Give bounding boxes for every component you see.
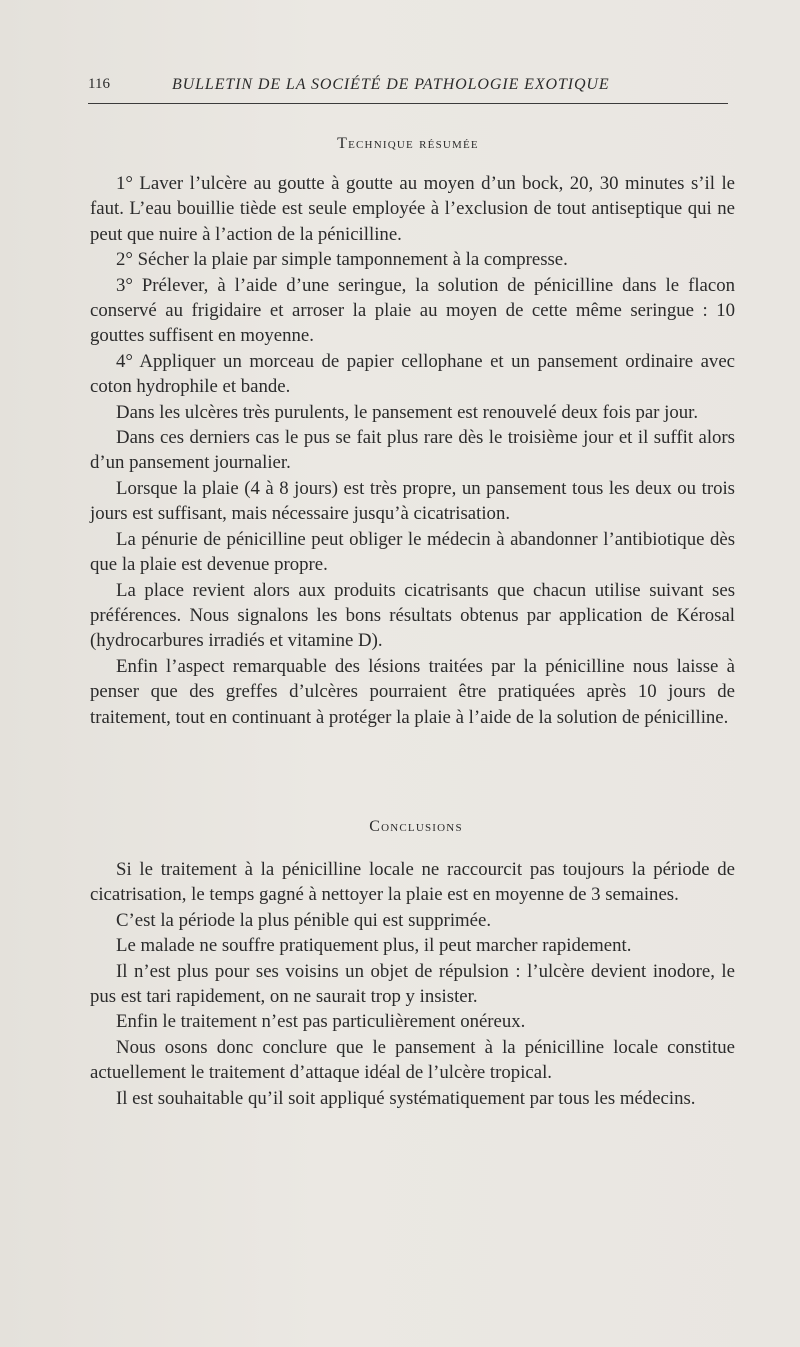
section-heading-technique: Technique résumée <box>337 135 479 152</box>
paragraph: 4° Appliquer un morceau de papier cellophane et un pansement ordinaire avec coton hydrophile et bande. <box>90 350 735 398</box>
paragraph: Nous osons donc conclure que le pansement à la pénicilline locale constitue actuellement le traitement d’attaque idéal de l’ulcère tropical. <box>90 1036 735 1084</box>
paragraph: 1° Laver l’ulcère au goutte à goutte au moyen d’un bock, 20, 30 minutes s’il le faut. L’eau bouillie tiède est seule employée à l’exclusion de tout antiseptique qui ne peut que nuire à l’action de la pénicilline. <box>90 173 735 245</box>
paragraph: Enfin l’aspect remarquable des lésions traitées par la pénicilline nous laisse à penser que des greffes d’ulcères pourraient être pratiquées après 10 jours de traitement, tout en continuant à protéger la plaie à l’aide de la solution de pénicilline. <box>90 655 735 728</box>
paragraph: C’est la période la plus pénible qui est supprimée. <box>116 909 492 931</box>
paragraph: Si le traitement à la pénicilline locale ne raccourcit pas toujours la période de cicatrisation, le temps gagné à nettoyer la plaie est en moyenne de 3 semaines. <box>90 859 735 906</box>
paragraph: Il n’est plus pour ses voisins un objet de répulsion : l’ulcère devient inodore, le pus est tari rapidement, on ne saurait trop y insister. <box>90 960 735 1008</box>
paragraph: La place revient alors aux produits cicatrisants que chacun utilise suivant ses préférences. Nous signalons les bons résultats obtenus par application de Kérosal (hydrocarbures irradiés et vitamine D). <box>90 579 735 652</box>
paragraph: Lorsque la plaie (4 à 8 jours) est très propre, un pansement tous les deux ou trois jours est suffisant, mais nécessaire jusqu’à cicatrisation. <box>90 477 735 525</box>
paragraph: 2° Sécher la plaie par simple tamponnement à la compresse. <box>116 249 568 271</box>
conclusions-text <box>90 857 735 1111</box>
paragraph: 3° Prélever, à l’aide d’une seringue, la solution de pénicilline dans le flacon conservé au frigidaire et arroser la plaie au moyen de cette même seringue : 10 gouttes suffisent en moyenne. <box>90 274 735 347</box>
header-rule <box>88 103 728 104</box>
paragraph: Il est souhaitable qu’il soit appliqué systématiquement par tous les médecins. <box>116 1087 696 1109</box>
paragraph: Dans ces derniers cas le pus se fait plus rare dès le troisième jour et il suffit alors d’un pansement journalier. <box>90 427 735 474</box>
running-title: BULLETIN DE LA SOCIÉTÉ DE PATHOLOGIE EXOTIQUE <box>172 76 610 93</box>
paragraph: Le malade ne souffre pratiquement plus, il peut marcher rapidement. <box>116 935 632 957</box>
paragraph: La pénurie de pénicilline peut obliger le médecin à abandonner l’antibiotique dès que la plaie est devenue propre. <box>90 528 735 576</box>
paragraph: Enfin le traitement n’est pas particulièrement onéreux. <box>116 1011 526 1033</box>
page-header <box>88 76 728 106</box>
section-heading-conclusions: Conclusions <box>369 818 463 835</box>
page-number: 116 <box>88 76 110 92</box>
paragraph: Dans les ulcères très purulents, le pansement est renouvelé deux fois par jour. <box>116 401 699 423</box>
technique-text <box>90 171 735 730</box>
